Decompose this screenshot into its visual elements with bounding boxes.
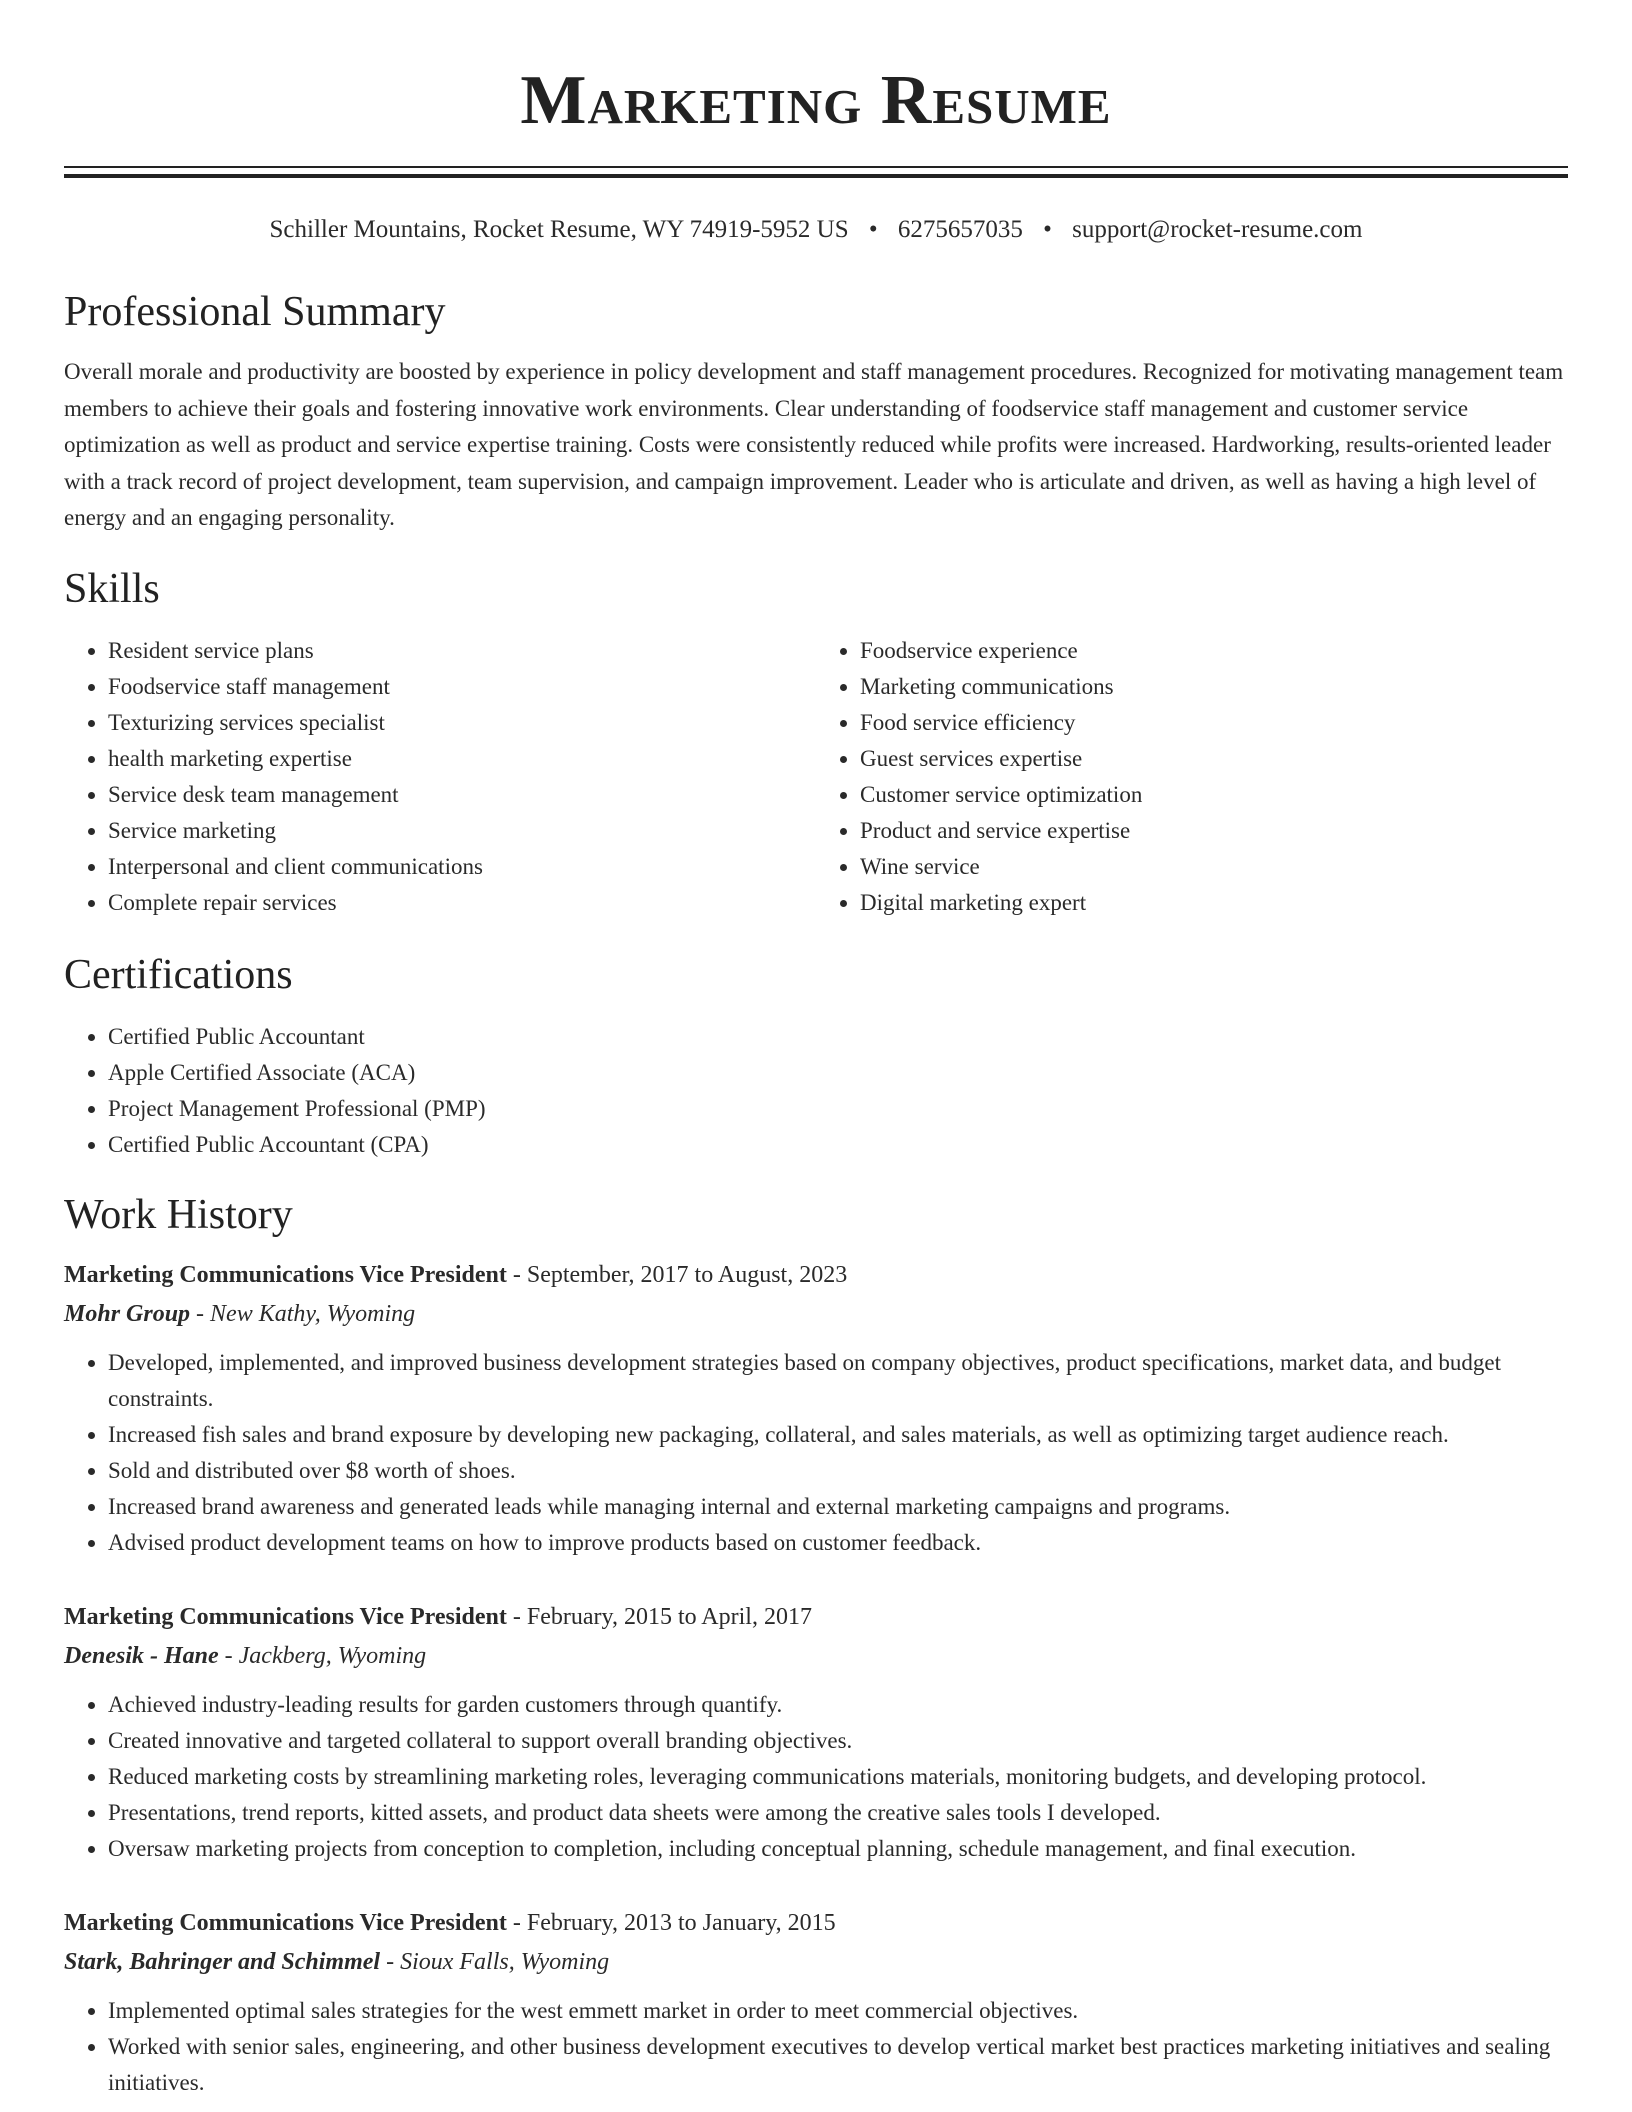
work-history-section [64,1189,1568,2101]
skills-section [64,563,1568,921]
contact-separator: • [868,216,878,243]
certification-item: • Apple Certified Associate (ACA) [108,1055,1568,1091]
skills-grid [64,633,1568,921]
skill-item: • Resident service plans [108,633,816,669]
skill-item: • Texturizing services specialist [108,705,816,741]
job-dates: February, 2013 to January, 2015 [526,1909,836,1936]
job-title: Marketing Communications Vice President [64,1909,507,1936]
job-bullet: • Sold and distributed over $8 worth of shoes. [108,1453,1568,1489]
skill-item: • Interpersonal and client communications [108,849,816,885]
job-bullet: • Reduced marketing costs by streamlining marketing roles, leveraging communications materials, monitoring budgets, and developing protocol. [108,1759,1568,1795]
skill-item: • Wine service [860,849,1568,885]
skill-item: • Foodservice experience [860,633,1568,669]
certification-item: • Project Management Professional (PMP) [108,1091,1568,1127]
job-company: Denesik - Hane [64,1642,219,1669]
work-history-heading: Work History [64,1191,293,1238]
certifications-list [64,1019,1568,1163]
certifications-heading: Certifications [64,951,293,998]
certification-item: • Certified Public Accountant [108,1019,1568,1055]
job-title-line: Marketing Communications Vice President - September, 2017 to August, 2023 [64,1261,848,1288]
job-bullet: • Created innovative and targeted collateral to support overall branding objectives. [108,1723,1568,1759]
job-bullet: • Increased fish sales and brand exposure by developing new packaging, collateral, and sales materials, as well as optimizing target audience reach. [108,1417,1568,1453]
contact-address: Schiller Mountains, Rocket Resume, WY 74919-5952 US [269,216,849,243]
skills-list-right [816,633,1568,921]
skill-item: • Service desk team management [108,777,816,813]
job-bullets [64,1993,1568,2101]
skill-item: • Food service efficiency [860,705,1568,741]
job-bullet: • Achieved industry-leading results for garden customers through quantify. [108,1687,1568,1723]
skill-item: • Digital marketing expert [860,885,1568,921]
job-bullet: • Advised product development teams on how to improve products based on customer feedback. [108,1525,1568,1561]
job-bullets [64,1345,1568,1561]
skill-item: • Product and service expertise [860,813,1568,849]
title-divider-thin [64,166,1568,168]
job-location: Sioux Falls, Wyoming [400,1948,610,1975]
job-bullets [64,1687,1568,1867]
job-bullet: • Increased brand awareness and generated leads while managing internal and external marketing campaigns and programs. [108,1489,1568,1525]
job-location: New Kathy, Wyoming [210,1300,416,1327]
title-divider-thick [64,174,1568,178]
summary-section [64,286,1568,537]
contact-separator: • [1043,216,1052,243]
summary-heading: Professional Summary [64,289,446,335]
job-title: Marketing Communications Vice President [64,1261,507,1288]
skills-heading: Skills [64,565,160,612]
job-company-line: Denesik - Hane - Jackberg, Wyoming [64,1642,427,1669]
page-title: Marketing Resume [520,62,1112,139]
skill-item: • Guest services expertise [860,741,1568,777]
job-entry [64,1597,1568,1867]
job-company: Mohr Group [64,1300,191,1327]
skill-item: • Marketing communications [860,669,1568,705]
job-entry [64,1255,1568,1561]
skill-item: • Customer service optimization [860,777,1568,813]
job-company: Stark, Bahringer and Schimmel [64,1948,381,1975]
job-title-line: Marketing Communications Vice President - February, 2013 to January, 2015 [64,1909,836,1936]
skills-list-left [64,633,816,921]
job-bullet: • Presentations, trend reports, kitted assets, and product data sheets were among the creative sales tools I developed. [108,1795,1568,1831]
skill-item: • Service marketing [108,813,816,849]
job-title-line: Marketing Communications Vice President - February, 2015 to April, 2017 [64,1603,812,1630]
skill-item: • Foodservice staff management [108,669,816,705]
certification-item: • Certified Public Accountant (CPA) [108,1127,1568,1163]
certifications-section [64,949,1568,1163]
summary-text: Overall morale and productivity are boosted by experience in policy development and staff management procedures. Recognized for motivating management team members to achieve their goals and fostering innovative work environments. Clear understanding of foodservice staff management and customer service optimization as well as product and service expertise training. Costs were consistently reduced while profits were increased. Hardworking, results-oriented leader with a track record of project development, team supervision, and campaign improvement. Leader who is articulate and driven, as well as having a high level of energy and an engaging personality. [64,359,1564,530]
job-bullet: • Implemented optimal sales strategies for the west emmett market in order to meet commercial objectives. [108,1993,1568,2029]
skill-item: • Complete repair services [108,885,816,921]
job-dates: February, 2015 to April, 2017 [526,1603,812,1630]
contact-phone: 6275657035 [897,216,1023,243]
contact-email: support@rocket-resume.com [1072,216,1363,243]
job-bullet: • Oversaw marketing projects from conception to completion, including conceptual planning, schedule management, and final execution. [108,1831,1568,1867]
job-dates: September, 2017 to August, 2023 [526,1261,848,1288]
job-entry [64,1903,1568,2101]
job-bullet: • Worked with senior sales, engineering, and other business development executives to develop vertical market best practices marketing initiatives and sealing initiatives. [108,2029,1568,2101]
contact-line [64,214,1568,246]
job-company-line: Mohr Group - New Kathy, Wyoming [64,1300,416,1327]
job-title: Marketing Communications Vice President [64,1603,507,1630]
job-bullet: • Developed, implemented, and improved business development strategies based on company objectives, product specifications, market data, and budget constraints. [108,1345,1568,1417]
job-location: Jackberg, Wyoming [238,1642,427,1669]
skill-item: • health marketing expertise [108,741,816,777]
job-company-line: Stark, Bahringer and Schimmel - Sioux Falls, Wyoming [64,1948,610,1975]
